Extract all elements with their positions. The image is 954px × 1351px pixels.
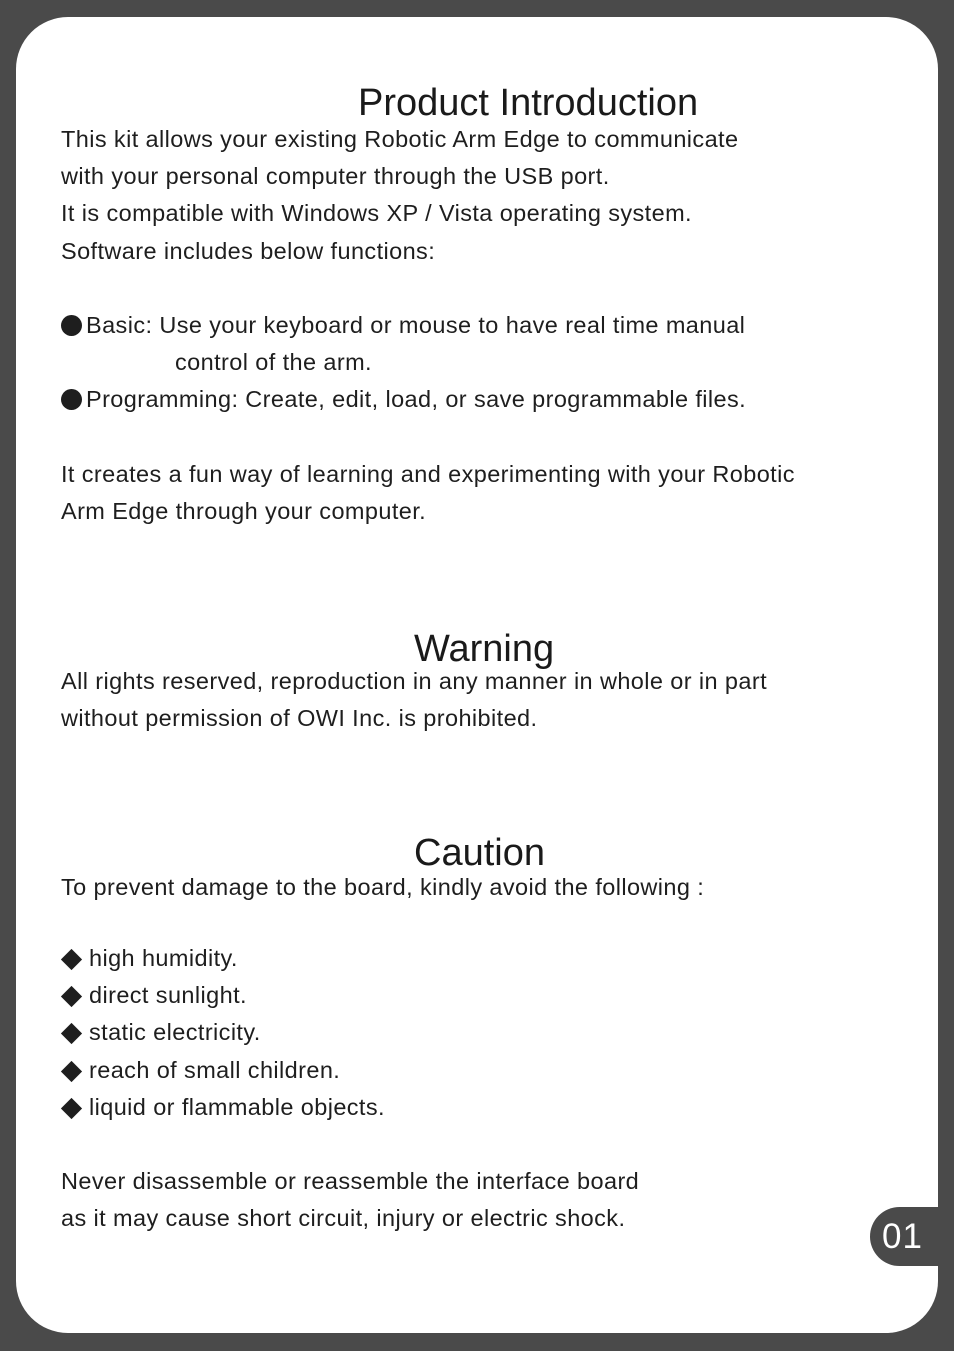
caution-item <box>61 1014 911 1051</box>
bullet-diamond-icon <box>61 1098 82 1119</box>
intro-line: It is compatible with Windows XP / Vista operating system. <box>61 200 692 227</box>
feature-text: Basic: Use your keyboard or mouse to have real time manual <box>86 312 746 338</box>
bullet-diamond-icon <box>61 1061 82 1082</box>
intro-closing-line: Arm Edge through your computer. <box>61 498 427 525</box>
product-introduction-title: Product Introduction <box>358 82 699 124</box>
manual-page <box>16 17 938 1333</box>
warning-title: Warning <box>414 628 555 670</box>
intro-line: This kit allows your existing Robotic Arm Edge to communicate <box>61 126 739 152</box>
caution-item <box>61 1052 911 1089</box>
warning-line: without permission of OWI Inc. is prohibited. <box>61 705 538 732</box>
caution-item-text: reach of small children. <box>89 1056 341 1083</box>
bullet-diamond-icon <box>61 949 82 970</box>
intro-closing-line: It creates a fun way of learning and experimenting with your Robotic <box>61 461 795 487</box>
caution-item-text: direct sunlight. <box>89 982 247 1009</box>
feature-text: Programming: Create, edit, load, or save programmable files. <box>86 386 747 413</box>
caution-closing-line: as it may cause short circuit, injury or electric shock. <box>61 1205 626 1232</box>
bullet-diamond-icon <box>61 986 82 1007</box>
feature-item-basic <box>61 307 911 344</box>
feature-list <box>61 307 911 419</box>
caution-item-text: high humidity. <box>89 945 238 971</box>
caution-intro-line: To prevent damage to the board, kindly avoid the following : <box>61 874 705 900</box>
intro-line: with your personal computer through the USB port. <box>61 163 610 190</box>
intro-line: Software includes below functions: <box>61 237 436 264</box>
warning-paragraph <box>61 663 911 737</box>
caution-title: Caution <box>414 832 545 874</box>
warning-line: All rights reserved, reproduction in any manner in whole or in part <box>61 668 768 694</box>
caution-item <box>61 940 911 977</box>
bullet-dot-icon <box>61 389 82 410</box>
caution-intro <box>61 869 911 906</box>
caution-item <box>61 1089 911 1126</box>
feature-item-basic-continued: control of the arm. <box>175 349 372 376</box>
caution-item-text: static electricity. <box>89 1019 261 1046</box>
intro-closing-paragraph <box>61 456 911 530</box>
bullet-diamond-icon <box>61 1023 82 1044</box>
intro-paragraph <box>61 121 911 270</box>
caution-item <box>61 977 911 1014</box>
page-number: 01 <box>870 1207 954 1266</box>
caution-closing-line: Never disassemble or reassemble the interface board <box>61 1168 640 1194</box>
caution-item-text: liquid or flammable objects. <box>89 1093 385 1120</box>
feature-item-programming <box>61 381 911 418</box>
bullet-dot-icon <box>61 315 82 336</box>
caution-list <box>61 940 911 1126</box>
caution-closing-paragraph <box>61 1163 911 1237</box>
